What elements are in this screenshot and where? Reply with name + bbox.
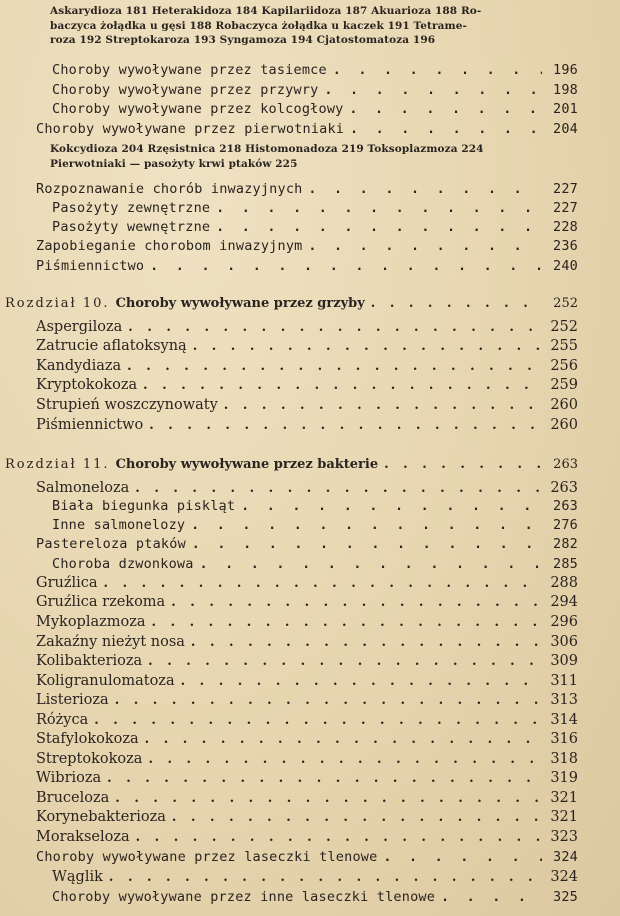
entry-page: 252 [553, 296, 578, 311]
leader-dots [333, 61, 542, 80]
toc-entry [52, 100, 578, 119]
leader-dots [148, 750, 542, 769]
leader-dots [145, 730, 542, 749]
toc-entry [36, 808, 578, 827]
toc-entry [36, 416, 578, 435]
toc-entry [52, 497, 578, 516]
entry-page: 201 [553, 101, 578, 117]
leader-dots [383, 848, 542, 867]
entry-page: 316 [550, 731, 578, 747]
toc-entry [36, 672, 578, 691]
entry-title: Biała biegunka piskląt [52, 498, 236, 514]
entry-page: 294 [550, 594, 578, 610]
leader-dots [115, 789, 542, 808]
leader-dots [143, 376, 542, 395]
entry-page: 313 [550, 692, 578, 708]
entry-title: Kolibakterioza [36, 653, 143, 669]
leader-dots [309, 237, 543, 256]
entry-title: Choroby wywoływane przez laseczki tlenowe [36, 849, 378, 865]
paragraph-line: Kokcydioza 204 Rzęsistnica 218 Histomonadoza 219 Toksoplazmoza 224 [50, 143, 484, 155]
toc-entry [36, 691, 578, 710]
chapter-title: Choroby wywoływane przez grzyby [115, 296, 365, 311]
entry-page: 296 [550, 614, 578, 630]
leader-dots [371, 294, 542, 313]
entry-title: Streptokokoza [36, 751, 143, 767]
toc-entry [52, 218, 578, 237]
entry-title: Choroby wywoływane przez przywry [52, 82, 319, 98]
toc-entry [36, 337, 578, 356]
entry-page: 198 [553, 82, 578, 98]
entry-page: 321 [550, 809, 578, 825]
leader-dots [109, 868, 542, 887]
leader-dots [128, 318, 542, 337]
leader-dots [224, 396, 542, 415]
toc-entry [36, 848, 578, 867]
entry-page: 255 [550, 338, 578, 354]
paragraph-line: Pierwotniaki — pasożyty krwi ptaków 225 [50, 157, 298, 170]
entry-title: Pasożyty wewnętrzne [52, 219, 211, 235]
entry-page: 288 [550, 575, 578, 591]
entry-title: Zapobieganie chorobom inwazyjnym [36, 238, 303, 254]
toc-entry [36, 613, 578, 632]
entry-page: 252 [550, 319, 578, 335]
leader-dots [241, 497, 542, 516]
entry-title: Wibrioza [36, 770, 102, 786]
entry-title: Pastereloza ptaków [36, 536, 186, 552]
leader-dots [150, 257, 542, 276]
entry-page: 240 [553, 258, 578, 274]
entry-title: Inne salmonelozy [52, 517, 186, 533]
toc-entry [36, 357, 578, 376]
leader-dots [104, 574, 542, 593]
chapter-title: Choroby wywoływane przez bakterie [115, 457, 379, 472]
toc-entry [52, 61, 578, 80]
toc-entry [36, 376, 578, 395]
entry-title: Różyca [36, 712, 89, 728]
entry-title: Gruźlica rzekoma [36, 594, 166, 610]
toc-entry [36, 180, 578, 199]
entry-title: Korynebakterioza [36, 809, 166, 825]
toc-entry [36, 574, 578, 593]
entry-title: Koligranulomatoza [36, 673, 175, 689]
leader-dots [441, 888, 542, 907]
entry-page: 263 [553, 498, 578, 514]
entry-title: Choroby wywoływane przez tasiemce [52, 62, 327, 78]
toc-entry [36, 769, 578, 788]
leader-dots [193, 337, 542, 356]
entry-title: Salmoneloza [36, 480, 130, 496]
entry-title: Piśmiennictwo [36, 258, 145, 274]
entry-title: Gruźlica [36, 575, 98, 591]
entry-page: 259 [550, 377, 578, 393]
entry-page: 318 [550, 751, 578, 767]
leader-dots [191, 633, 542, 652]
toc-entry [36, 535, 578, 554]
leader-dots [127, 357, 542, 376]
sub-entries-paragraph-top [50, 4, 560, 48]
toc-entry [52, 868, 578, 887]
entry-page: 319 [550, 770, 578, 786]
toc-entry [36, 479, 578, 498]
leader-dots [325, 81, 543, 100]
entry-page: 324 [553, 849, 578, 865]
paragraph-line: roza 192 Streptokaroza 193 Syngamoza 194 Cjatostomatoza 196 [50, 34, 436, 46]
entry-title: Aspergiloza [36, 319, 123, 335]
entry-page: 282 [553, 536, 578, 552]
leader-dots [200, 555, 542, 574]
paragraph-line: Askarydioza 181 Heterakidoza 184 Kapilariidoza 187 Akuarioza 188 Ro- [50, 5, 482, 17]
entry-title: Bruceloza [36, 790, 110, 806]
leader-dots [94, 711, 542, 730]
toc-entry [52, 888, 578, 907]
toc-entry [36, 750, 578, 769]
entry-title: Strupień woszczynowaty [36, 397, 218, 413]
toc-entry [36, 318, 578, 337]
chapter-heading-11 [5, 455, 578, 474]
entry-page: 323 [550, 829, 578, 845]
entry-title: Rozpoznawanie chorób inwazyjnych [36, 181, 303, 197]
toc-entry [36, 789, 578, 808]
entry-page: 196 [553, 62, 578, 78]
leader-dots [149, 416, 542, 435]
entry-page: 324 [550, 869, 578, 885]
entry-page: 285 [553, 556, 578, 572]
toc-entry [36, 730, 578, 749]
entry-title: Kandydiaza [36, 358, 122, 374]
leader-dots [191, 516, 542, 535]
entry-title: Listerioza [36, 692, 109, 708]
toc-entry [36, 237, 578, 256]
entry-title: Wąglik [52, 869, 103, 885]
leader-dots [192, 535, 542, 554]
entry-page: 228 [553, 219, 578, 235]
entry-page: 276 [553, 517, 578, 533]
leader-dots [216, 199, 542, 218]
entry-title: Morakseloza [36, 829, 130, 845]
toc-entry [36, 593, 578, 612]
entry-page: 309 [550, 653, 578, 669]
leader-dots [107, 769, 542, 788]
toc-entry [36, 711, 578, 730]
entry-page: 263 [553, 457, 578, 472]
leader-dots [309, 180, 543, 199]
entry-title: Piśmiennictwo [36, 417, 144, 433]
leader-dots [350, 120, 542, 139]
entry-title: Pasożyty zewnętrzne [52, 200, 211, 216]
leader-dots [181, 672, 542, 691]
entry-page: 227 [553, 181, 578, 197]
sub-entries-paragraph-mid [50, 142, 560, 171]
entry-title: Mykoplazmoza [36, 614, 146, 630]
leader-dots [384, 455, 542, 474]
leader-dots [148, 652, 542, 671]
chapter-label: Rozdział 10. [5, 296, 110, 311]
entry-page: 204 [553, 121, 578, 137]
toc-entry [52, 81, 578, 100]
toc-entry [36, 633, 578, 652]
toc-entry [36, 396, 578, 415]
toc-entry [36, 828, 578, 847]
entry-page: 256 [550, 358, 578, 374]
entry-page: 263 [550, 480, 578, 496]
toc-entry [52, 516, 578, 535]
entry-page: 227 [553, 200, 578, 216]
entry-title: Choroby wywoływane przez kolcogłowy [52, 101, 344, 117]
entry-page: 236 [553, 238, 578, 254]
entry-page: 321 [550, 790, 578, 806]
leader-dots [115, 691, 542, 710]
entry-title: Choroby wywoływane przez pierwotniaki [36, 121, 345, 137]
entry-page: 260 [550, 417, 578, 433]
leader-dots [152, 613, 542, 632]
toc-entry [52, 199, 578, 218]
entry-page: 260 [550, 397, 578, 413]
toc-entry [36, 120, 578, 139]
leader-dots [171, 593, 542, 612]
entry-title: Stafylokokoza [36, 731, 139, 747]
leader-dots [216, 218, 542, 237]
entry-title: Zatrucie aflatoksyną [36, 338, 187, 354]
leader-dots [135, 479, 542, 498]
entry-title: Choroby wywoływane przez inne laseczki tlenowe [52, 889, 436, 905]
entry-title: Kryptokokoza [36, 377, 138, 393]
entry-title: Zakaźny nieżyt nosa [36, 634, 185, 650]
entry-page: 306 [550, 634, 578, 650]
toc-entry [36, 652, 578, 671]
entry-title: Choroba dzwonkowa [52, 556, 194, 572]
entry-page: 311 [550, 673, 578, 689]
entry-page: 314 [550, 712, 578, 728]
chapter-label: Rozdział 11. [5, 457, 110, 472]
entry-page: 325 [553, 889, 578, 905]
leader-dots [349, 100, 542, 119]
paragraph-line: baczyca żołądka u gęsi 188 Robaczyca żołądka u kaczek 191 Tetrame- [50, 19, 467, 32]
toc-entry [36, 257, 578, 276]
toc-entry [52, 555, 578, 574]
leader-dots [172, 808, 542, 827]
chapter-heading-10 [5, 294, 578, 313]
leader-dots [136, 828, 542, 847]
